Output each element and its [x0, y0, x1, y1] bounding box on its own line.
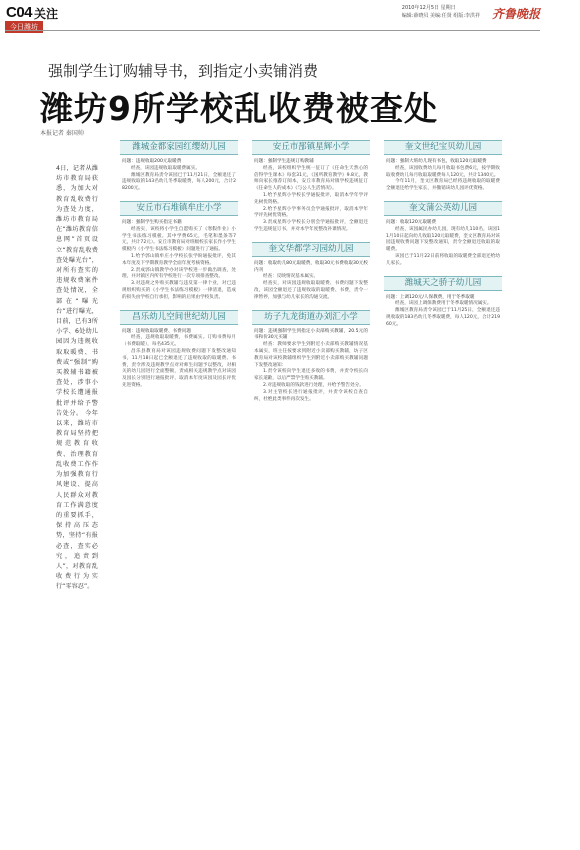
news-item-paragraph: 经查：教师要求学生到附近小卖部购买教辅情况基本属实，班主任按要求到附近小卖部购买教辅，坊子区教育局对该校教辅组织学生到附近小卖部购买教辅问题下发整改通知： [254, 342, 368, 368]
news-item-paragraph: 潍城区教育局责令该园已于11月25日，全额退还违规收取的183名幼儿冬季取暖费，每人120元，合计21960元。 [386, 308, 500, 327]
news-item-paragraph: 该园已于11月22日前将收取的取暖费全部退还给幼儿家长。 [386, 253, 500, 266]
news-item-title: 安丘市石堆镇牟庄小学 [120, 201, 238, 216]
news-item-body [122, 329, 236, 390]
news-item-issue: 问题：上调120元/人保教费，用于冬季取暖 [386, 294, 475, 300]
news-item-body [122, 220, 236, 302]
news-item [252, 242, 370, 302]
sub-section-tag: 今日潍坊 [5, 21, 43, 33]
news-item-paragraph: 1.责令该校向学生退还多收的书费，并责令校长向家长道歉，以后严禁学生购买教辅。 [254, 369, 368, 382]
news-item-body [122, 159, 236, 193]
news-item-title: 奎文华都学习园幼儿园 [252, 242, 370, 257]
article-byline: 本报记者 秦国帅 [40, 130, 84, 137]
news-item-paragraph: 1.给予郭山镇牟庄小学校长张学盼通报批评，免其本年度及下学期教育教学全面年度考核资格。 [122, 253, 236, 266]
news-item-body [386, 220, 500, 268]
news-item-issue: 问题：强制学生购买指定书籍 [122, 219, 182, 225]
news-item-issue: 问题：违规强制学生到指定小卖部购买教辅，20.5元的书和价30元买辅 [254, 328, 368, 341]
news-item [120, 201, 238, 302]
date-line: 2010年12月5日 星期日 [401, 5, 456, 11]
news-item-body [254, 159, 368, 234]
news-item-paragraph: 2.责成郭山镇教学办对该学校进一步做出调查，处理，并对镇区内所有学校进行一次专项排查整改。 [122, 267, 236, 280]
article-headline: 潍坊9所学校乱收费被查处 [40, 89, 438, 128]
news-item-paragraph: 经查，该园收费幼儿每月收取书包费6元，按学期收取收费幼儿每月收取取暖费每人120元，共计1340元。 [386, 165, 500, 178]
news-item-paragraph: 2.对违规收取的钱款进行处理，并给予警告处分。 [263, 382, 364, 388]
news-item-issue: 问题：收取幼儿80元取暖费，收取30元书费收取30元校内刊 [254, 260, 369, 273]
news-item-title: 奎文世纪宝贝幼儿园 [384, 140, 502, 155]
news-item-title: 坊子九龙街道办刘汇小学 [252, 310, 370, 325]
news-item-body [254, 261, 368, 302]
news-item-title: 安丘市郚镇星辉小学 [252, 140, 370, 155]
news-item-paragraph: 经查，该园上调保教费用于冬季取暖情况属实。 [395, 301, 492, 307]
news-item-paragraph: 3.对违规之外购买教辅与违反第一律个业，对已违规组织购买的《小学生书法练习模板》一律清退，造成的损失由学校自行承担，影响的后果由学校负责。 [122, 281, 236, 300]
article-lead-text: 4日，记者从潍坊市教育局获悉，为加大对教育乱收费行为查处力度，潍坊市教育局在“潍坊教育信息网”首页设立“教育乱收费查处曝光台”，对所有查实的违规收费案件查处情况，全部在“曝光台”进行曝光，目前，已有3所小学、6处幼儿园因为违规收取取暖费、书费或“强制”购买教辅书籍被查处，涉事小学校长遭通报批评并给予警告处分。 今年以来，潍坊市教育局坚持把规范教育收费、治理教育乱收费工作作为加强教育行风建设、提高人民群众对教育工作满意度的重要抓手，保持高压态势，坚持“有报必查，查实必究，追责到人”，对教育乱收费行为实行“零容忍”。 [56, 165, 98, 591]
news-item-paragraph: 经查，该校组织学生统一征订了《任命生天然心的倍得学生课本》每套31元，《国所教育教学》9.8元，教师向家长推荐订阅本，安丘市教育局对镇学校违规征订《任命生人的成本》《与公人生活情况》。 [254, 165, 368, 192]
news-item-issue: 问题：收取120元取暖费 [386, 219, 437, 225]
news-item [120, 310, 238, 390]
article-kicker: 强制学生订购辅导书，到指定小卖铺消费 [48, 62, 319, 80]
news-column-3 [384, 132, 502, 329]
news-item-paragraph: 2.给予星辉小学事务员会学通报批评，取消本学年学评先树优资格。 [254, 206, 368, 219]
page-number: C04 [6, 4, 33, 21]
news-item-paragraph: 3.责成星辉小学校长分别会学通报批评，全额退还学生违规征订书，并对本学年度整改补课情况。 [254, 220, 368, 232]
news-item-issue: 问题：强制学生违规订购教辅 [254, 159, 314, 164]
news-item-body [386, 295, 500, 329]
news-item-issue: 问题：违规收取200元取暖费 [122, 159, 182, 164]
newspaper-masthead: 齐鲁晚报 [491, 7, 540, 21]
news-item [252, 140, 370, 234]
header-divider [5, 30, 540, 31]
news-item [252, 310, 370, 404]
news-item-paragraph: 1.给予星辉小学校长学通报批评，取消本学年学评先树优资格。 [254, 192, 368, 205]
editor-line: 编辑:薛晓贝 美编:任贤 组版:李洪祥 [401, 13, 480, 19]
news-item-body [386, 159, 500, 193]
news-item [384, 201, 502, 268]
news-item-paragraph: 经查，违规收取取暖费，书费属实。订购书费每月（书费取暖），每名435元。 [122, 335, 236, 348]
news-item-title: 昌乐幼儿空间世纪幼儿园 [120, 310, 238, 325]
news-item-issue: 问题：违规收取取暖费、书费问题 [122, 328, 191, 334]
news-item-issue: 问题：强制大班幼儿现有书包，收取120元取暖费 [386, 159, 487, 164]
news-item [384, 140, 502, 193]
news-item-paragraph: 经查实，对该园违规收取取暖费、书费问题下发整改，该园全额退还了违规收取的取暖费、书费，责令一律暂停，加强与幼儿家长的沟通交流。 [254, 281, 368, 300]
news-item [120, 140, 238, 193]
news-item-paragraph: 今年11月，奎文区教育局已经将违规收取的取暖费全额退还给学生家长，并撤销该幼儿园评优资格。 [386, 179, 500, 192]
news-item-body [254, 329, 368, 404]
news-column-1 [120, 132, 238, 390]
news-item-paragraph: 经查，该园违规收取取暖费属实。 [131, 165, 200, 171]
news-item [384, 276, 502, 329]
news-item-paragraph: 经查，该园属民办幼儿园，现有幼儿110名，该园11月10日起向幼儿收取120元取暖费，奎文区教育局对该园违规收费问题下发整改通知，责令全额退还收取的取暖费。 [386, 226, 501, 253]
header-meta [402, 4, 480, 20]
section-title: 关注 [34, 7, 59, 21]
news-item-title: 奎文蒲公英幼儿园 [384, 201, 502, 216]
news-column-2 [252, 132, 370, 403]
news-item-title: 潍城天之骄子幼儿园 [384, 276, 502, 291]
news-item-paragraph: 昌乐县教育局对该园违规收费问题下发整改通知书，11月18日起已全额退还了违规收取的取暖费、书费，责令涉及违规教学点对对师生问题予以整改，对相关的幼儿园进行全面整顿，责成相关违规教学点对该园及园长分别进行通报批评，取消本年度该园及园长评优先进资格。 [122, 348, 236, 388]
news-item-paragraph: 3.对主管校长进行通报批评，并责令该校自查自纠，杜绝此类事件再次发生。 [254, 389, 368, 402]
news-item-paragraph: 经查实，该校将小学生自愿购买了《寒假作业》小学生书法练习模板。其中学费65元，毛笔和墨条等7元，共计72元）。安丘市教育局对班级校长家长作小学生模板内（小学生书法练习模板）问题进行了通报。 [122, 226, 236, 253]
news-item-paragraph: 经查：反映情况基本属实。 [263, 274, 319, 280]
news-item-paragraph: 潍城区教育局责令该园已于11月21日，全额退还了违规收取的143名幼儿冬季取暖费，每人200元，合计28200元。 [122, 172, 236, 192]
news-item-title: 潍城金都家园红缨幼儿园 [120, 140, 238, 155]
